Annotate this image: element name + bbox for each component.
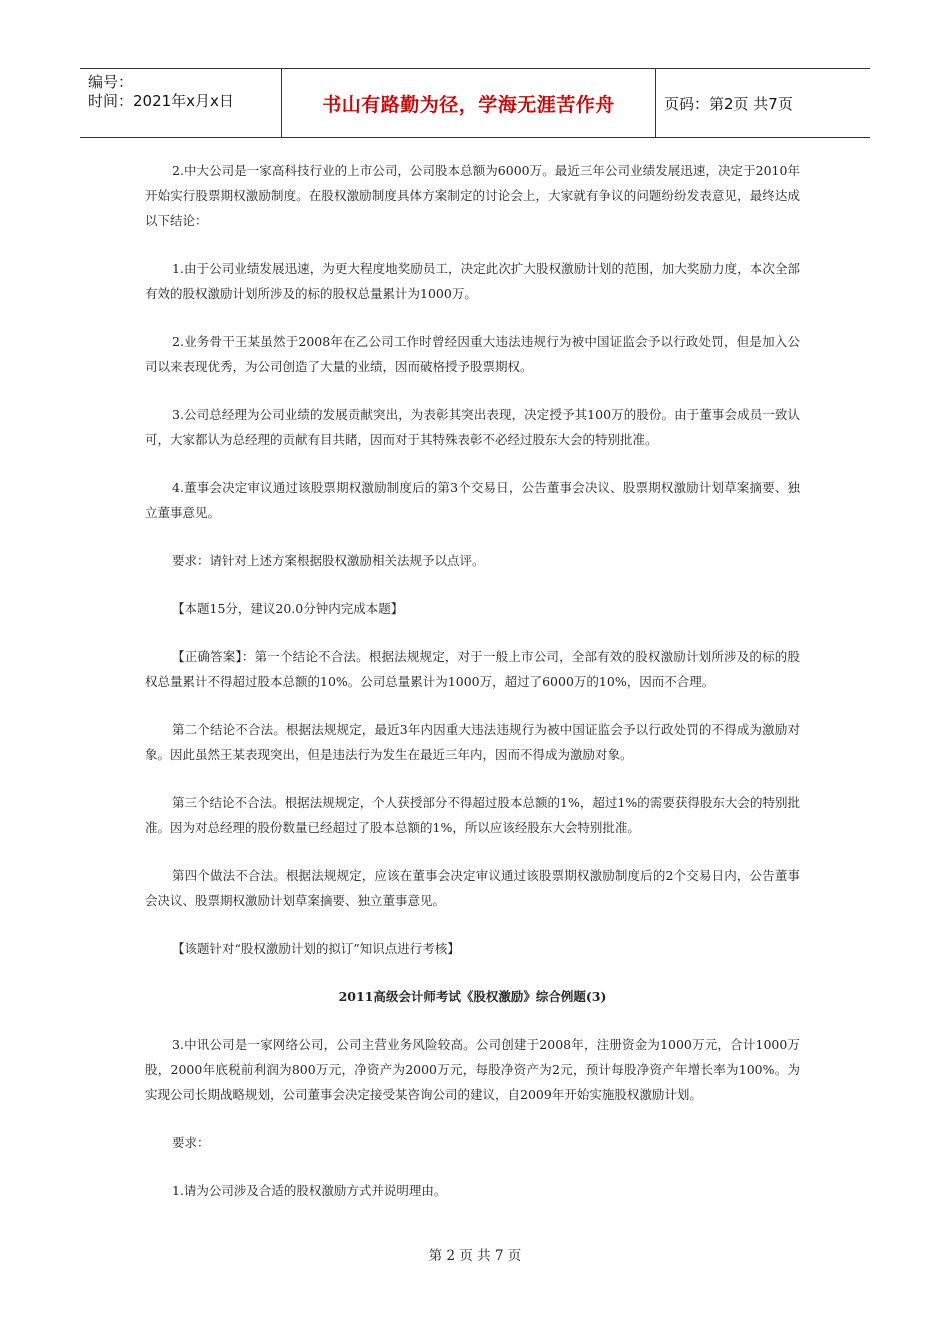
paragraph-score-note: 【本题15分，建议20.0分钟内完成本题】	[172, 601, 404, 616]
paragraph-conclusion-2: 2.业务骨干王某虽然于2008年在乙公司工作时曾经因重大违法违规行为被中国证监会予以行政处罚，但是加入公司以来表现优秀，为公司创造了大量的业绩，因而破格授予股票期权。	[145, 334, 800, 374]
paragraph-conclusion-4: 4.董事会决定审议通过该股票期权激励制度后的第3个交易日，公告董事会决议、股票期权激励计划草案摘要、独立董事意见。	[145, 480, 800, 520]
document-time-label: 时间：2021年x月x日	[88, 92, 234, 110]
paragraph-requirement: 要求：请针对上述方案根据股权激励相关法规予以点评。	[172, 553, 485, 568]
header-motto: 书山有路勤为径，学海无涯苦作舟	[282, 69, 656, 137]
section-title: 2011高级会计师考试《股权激励》综合例题(3)	[338, 989, 607, 1004]
paragraph-answer-1: 【正确答案】：第一个结论不合法。根据法规规定，对于一般上市公司，全部有效的股权激励计划所涉及的标的股权总量累计不得超过股本总额的10%。公司总量累计为1000万，超过了6000万的10%，因而不合理。	[145, 649, 800, 689]
document-number-label: 编号：	[88, 73, 134, 91]
paragraph-conclusion-3: 3.公司总经理为公司业绩的发展贡献突出，为表彰其突出表现，决定授予其100万的股份。由于董事会成员一致认可，大家都认为总经理的贡献有目共睹，因而对于其特殊表彰不必经过股东大会的特别批准。	[145, 407, 800, 447]
paragraph-answer-2: 第二个结论不合法。根据法规规定，最近3年内因重大违法违规行为被中国证监会予以行政处罚的不得成为激励对象。因此虽然王某表现突出，但是违法行为发生在最近三年内，因而不得成为激励对象。	[145, 722, 800, 762]
paragraph-knowledge-point: 【该题针对“股权激励计划的拟订”知识点进行考核】	[172, 941, 460, 956]
paragraph-answer-4: 第四个做法不合法。根据法规规定，应该在董事会决定审议通过该股票期权激励制度后的2个交易日内，公告董事会决议、股票期权激励计划草案摘要、独立董事意见。	[145, 868, 800, 908]
paragraph-requirement-2: 要求：	[172, 1135, 210, 1150]
header-page-info: 页码：第2页 共7页	[664, 94, 793, 113]
page-header	[80, 68, 870, 138]
paragraph-question-3-intro: 3.中讯公司是一家网络公司，公司主营业务风险较高。公司创建于2008年，注册资金为1000万元，合计1000万股，2000年底税前利润为800万元，净资产为2000万元，每股净资产为2元，预计每股净资产年增长率为100%。为实现公司长期战略规划，公司董事会决定接受某咨询公司的建议，自2009年开始实施股权激励计划。	[145, 1037, 800, 1102]
paragraph-requirement-item-1: 1.请为公司涉及合适的股权激励方式并说明理由。	[172, 1183, 447, 1198]
paragraph-question-2-intro: 2.中大公司是一家高科技行业的上市公司，公司股本总额为6000万。最近三年公司业绩发展迅速，决定于2010年开始实行股票期权激励制度。在股权激励制度具体方案制定的讨论会上，大家就有争议的问题纷纷发表意见，最终达成以下结论：	[145, 163, 800, 228]
paragraph-conclusion-1: 1.由于公司业绩发展迅速，为更大程度地奖励员工，决定此次扩大股权激励计划的范围，加大奖励力度，本次全部有效的股权激励计划所涉及的标的股权总量累计为1000万。	[145, 261, 800, 301]
paragraph-answer-3: 第三个结论不合法。根据法规规定，个人获授部分不得超过股本总额的1%，超过1%的需要获得股东大会的特别批准。因为对总经理的股份数量已经超过了股本总额的1%，所以应该经股东大会特别批准。	[145, 795, 800, 835]
document-body	[145, 158, 800, 1226]
page-footer: 第 2 页 共 7 页	[428, 1248, 522, 1264]
header-left-cell	[80, 69, 282, 137]
